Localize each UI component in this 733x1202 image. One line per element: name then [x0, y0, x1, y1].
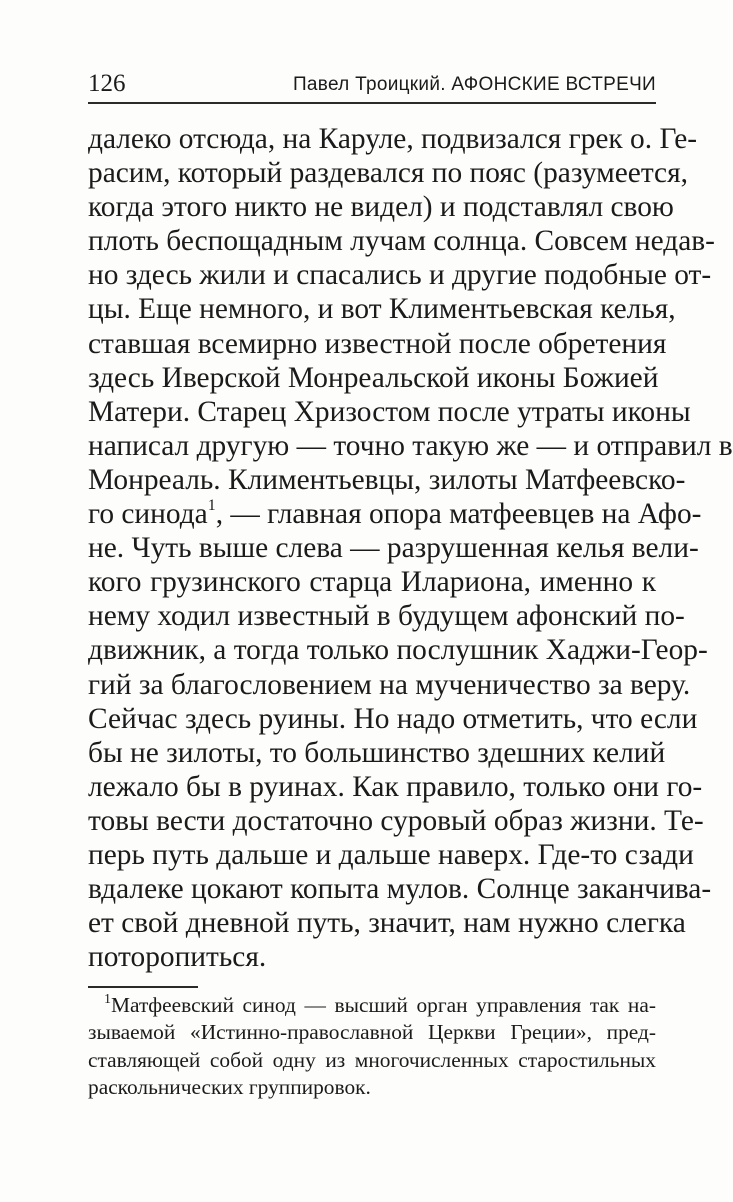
- text-line: написал другую — точно такую же — и отправил в: [88, 429, 733, 462]
- footnote-marker: 1: [104, 991, 111, 1007]
- text-line: бы не зилоты, то большинство здешних келий: [88, 736, 666, 769]
- text-line: нему ходил известный в будущем афонский по-: [88, 600, 685, 633]
- text-line-with-footnote: [88, 497, 702, 531]
- text-line: далеко отсюда, на Каруле, подвизался грек о. Ге-: [88, 123, 698, 155]
- footnote-line: ставляющей собой одну из многочисленных старостильных: [88, 1047, 656, 1072]
- footnote-line: раскольнических группировок.: [88, 1074, 371, 1099]
- running-head: [88, 62, 656, 104]
- text-line: товы вести достаточно суровый образ жизни. Те-: [88, 804, 704, 837]
- running-head-title: Павел Троицкий. АФОНСКИЕ ВСТРЕЧИ: [292, 74, 656, 95]
- text-line: перь путь дальше и дальше наверх. Где-то сзади: [88, 838, 694, 871]
- text-segment: го синода: [88, 498, 208, 531]
- text-line: плоть беспощадным лучам солнца. Совсем недав-: [88, 225, 715, 258]
- footnote-line: [88, 992, 656, 1019]
- text-line: цы. Еще немного, и вот Климентьевская келья,: [88, 293, 676, 326]
- body-text: [88, 122, 733, 974]
- text-line: ет свой дневной путь, значит, нам нужно слегка: [88, 907, 686, 940]
- text-line: лежало бы в руинах. Как правило, только они го-: [88, 770, 703, 803]
- text-line: гий за благословением на мученичество за веру.: [88, 668, 691, 701]
- text-line: вдалеке цокают копыта мулов. Солнце заканчива-: [88, 873, 712, 906]
- text-line: движник, а тогда только послушник Хаджи-Геор-: [88, 634, 708, 667]
- footnote-divider: [88, 986, 198, 988]
- text-line: Сейчас здесь руины. Но надо отметить, что если: [88, 702, 698, 735]
- page-number: 126: [88, 70, 126, 97]
- text-line: здесь Иверской Монреальской иконы Божией: [88, 361, 659, 394]
- text-line: но здесь жили и спасались и другие подобные от-: [88, 259, 712, 292]
- footnote: [88, 992, 656, 1101]
- footnote-text: Матфеевский синод — высший орган управления так на-: [111, 993, 656, 1017]
- text-line: ставшая всемирно известной после обретения: [88, 327, 667, 360]
- text-line: расим, который раздевался по пояс (разумеется,: [88, 157, 688, 190]
- text-line: не. Чуть выше слева — разрушенная келья вели-: [88, 532, 699, 565]
- text-line: кого грузинского старца Илариона, именно к: [88, 566, 656, 599]
- footnote-line: зываемой «Истинно-православной Церкви Греции», пред-: [88, 1020, 656, 1045]
- text-line: Монреаль. Климентьевцы, зилоты Матфеевско-: [88, 463, 686, 496]
- text-line: Матери. Старец Хризостом после утраты иконы: [88, 395, 691, 428]
- text-line: когда этого никто не видел) и подставлял свою: [88, 191, 674, 224]
- text-segment: , — главная опора матфеевцев на Афо-: [215, 498, 702, 531]
- text-line: поторопиться.: [88, 941, 267, 974]
- footnote-reference: 1: [207, 497, 216, 515]
